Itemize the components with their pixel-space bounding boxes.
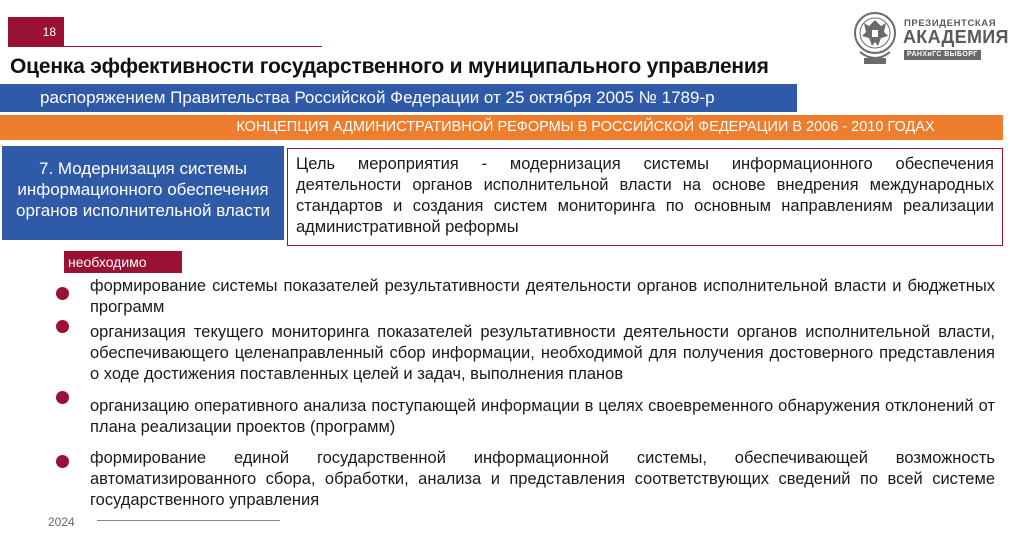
bullet-dot-icon [56,391,69,404]
list-item: формирование единой государственной информационной системы, обеспечивающей возможность автоматизированного сбора, обработки, анализа и представления соответствующих сведений по всей системе государственного управления [90,449,995,509]
bullet-dot-icon [56,287,69,300]
page-number-badge: 18 [8,17,64,47]
bullet-dot-icon [56,320,69,333]
academy-emblem-icon [852,8,898,70]
section-line-2: информационного обеспечения [17,180,269,199]
necessary-tag: необходимо [64,251,182,273]
section-box [2,146,284,240]
decree-bar: распоряжением Правительства Российской Федерации от 25 октября 2005 № 1789-р [0,84,797,112]
slide-title: Оценка эффективности государственного и муниципального управления [10,55,769,78]
footer-year: 2024 [48,515,75,529]
goal-text: Цель мероприятия - модернизация системы информационного обеспечения деятельности органов исполнительной власти на основе внедрения международных стандартов и создания систем мониторинга по основным направлениям реализации административной реформы [287,148,1003,246]
list-item: организация текущего мониторинга показателей результативности деятельности органов исполнительной власти, обеспечивающего целенаправленный сбор информации, необходимой для получения достоверного представления о ходе достижения поставленных целей и задач, выполнения планов [90,323,995,383]
list-item: формирование системы показателей результативности деятельности органов исполнительной власти и бюджетных программ [90,277,995,316]
footer-divider [97,520,280,521]
academy-logo [852,8,1009,70]
logo-line1: ПРЕЗИДЕНТСКАЯ [904,18,997,29]
logo-subtitle: РАНХиГС ВЫБОРГ [904,50,981,60]
list-item: организацию оперативного анализа поступающей информации в целях своевременного обнаружения отклонений от плана реализации проектов (программ) [90,397,995,436]
bullet-dot-icon [56,455,69,468]
section-line-3: органов исполнительной власти [16,201,270,220]
concept-bar: КОНЦЕПЦИЯ АДМИНИСТРАТИВНОЙ РЕФОРМЫ В РОССИЙСКОЙ ФЕДЕРАЦИИ В 2006 - 2010 ГОДАХ [0,115,1003,140]
header-divider [64,46,322,47]
section-line-1: 7. Модернизация системы [39,159,247,178]
logo-line2: АКАДЕМИЯ [903,27,1009,47]
